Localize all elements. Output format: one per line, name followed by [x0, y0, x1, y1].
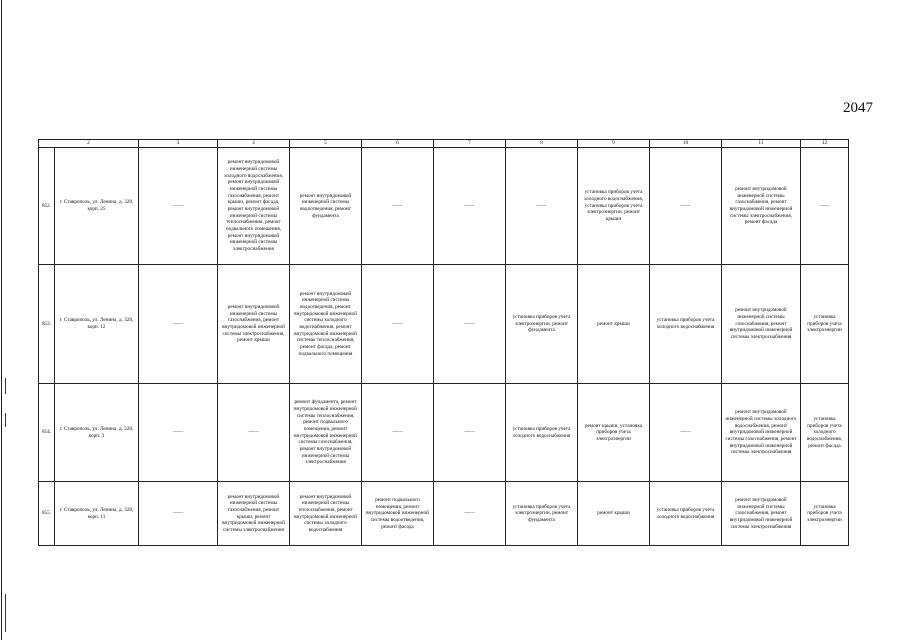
table-cell: ремонт внутридомовой инженерной системы газоснабжения, ремонт внутридомовой инженерной системы электроснабжения	[722, 265, 801, 384]
table-cell: установка приборов учета холодного водоснабжения, ремонт фасада	[801, 384, 849, 482]
table-cell: ——	[506, 148, 578, 265]
column-header: 9	[578, 140, 650, 148]
table-cell: установка приборов учета холодного водоснабжения, установка приборов учета электроэнергии, ремонт крыши	[578, 148, 650, 265]
table-cell: установка приборов учета электроэнергии	[801, 265, 849, 384]
table-cell: ——	[362, 148, 434, 265]
address-cell: г. Ставрополь, ул. Ленина, д. 328, корп. 11	[55, 482, 139, 546]
table-cell: установка приборов учета электроэнергии, ремонт фундамента	[506, 265, 578, 384]
table-cell: ремонт внутридомовой инженерной системы газоснабжения, ремонт внутридомовой инженерной системы электроснабжения, ремонт крыши	[218, 265, 290, 384]
column-header: 2	[39, 140, 139, 148]
table-cell: ——	[362, 384, 434, 482]
table-cell: ——	[139, 384, 218, 482]
column-header: 7	[434, 140, 506, 148]
column-number-row	[39, 140, 849, 148]
table-cell: установка приборов учета электроэнергии, ремонт фундамента	[506, 482, 578, 546]
table-cell: ремонт внутридомовой инженерной системы холодного водоснабжения, ремонт внутридомовой инженерной системы газоснабжения, ремонт крыши, ремонт фасада, ремонт внутридомовой инженерной системы теплоснабжения, ремонт подвального помещения, ремонт внутридомовой инженерной системы электроснабжения	[218, 148, 290, 265]
table-cell: ремонт внутридомовой инженерной системы газоснабжения, ремонт внутридомовой инженерной системы электроснабжения, ремонт фасада	[722, 148, 801, 265]
column-header: 11	[722, 140, 801, 148]
table-cell: ——	[650, 148, 722, 265]
table-cell: ремонт крыши, установка приборов учета электроэнергии	[578, 384, 650, 482]
table-cell: ремонт внутридомовой инженерной системы газоснабжения, ремонт крыши, ремонт внутридомовой инженерной системы электроснабжения	[218, 482, 290, 546]
table-cell: ——	[650, 384, 722, 482]
table-cell: ——	[218, 384, 290, 482]
column-header: 12	[801, 140, 849, 148]
page-number: 2047	[843, 100, 873, 116]
address-cell: г. Ставрополь, ул. Ленина, д. 328, корп. 3	[55, 384, 139, 482]
table-cell: ремонт фундамента, ремонт внутридомовой инженерной системы теплоснабжения, ремонт подвального помещения, ремонт внутридомовой инженерной системы газоснабжения, ремонт внутридомовой инженерной системы электроснабжения	[290, 384, 362, 482]
column-header: 10	[650, 140, 722, 148]
table-row	[39, 482, 849, 546]
column-header: 5	[290, 140, 362, 148]
table-cell: ремонт внутридомовой инженерной системы теплоснабжения, ремонт внутридомовой инженерной системы холодного водоснабжения	[290, 482, 362, 546]
table-cell: ——	[139, 148, 218, 265]
table-cell: установка приборов учета холодного водоснабжения	[506, 384, 578, 482]
table-cell: ——	[434, 148, 506, 265]
table-cell: установка приборов учета холодного водоснабжения	[650, 265, 722, 384]
row-number: 852.	[39, 148, 55, 265]
table-row	[39, 148, 849, 265]
column-header: 4	[218, 140, 290, 148]
table-cell: ремонт внутридомовой инженерной системы холодного водоснабжения, ремонт внутридомовой инженерной системы газоснабжения, ремонт внутридомовой инженерной системы электроснабжения	[722, 384, 801, 482]
table-cell: ремонт крыши	[578, 482, 650, 546]
column-header: 8	[506, 140, 578, 148]
binding-mark	[5, 378, 6, 394]
row-number: 854.	[39, 384, 55, 482]
table-cell: ——	[139, 482, 218, 546]
table-cell: ——	[434, 482, 506, 546]
row-number: 853.	[39, 265, 55, 384]
table-cell: ремонт подвального помещения, ремонт внутридомовой инженерной системы водоотведения, ремонт фасада	[362, 482, 434, 546]
table-cell: ремонт крыши	[578, 265, 650, 384]
address-cell: г. Ставрополь, ул. Ленина, д. 328, корп. 12	[55, 265, 139, 384]
table-cell: установка приборов учета холодного водоснабжения	[650, 482, 722, 546]
table-cell: установка приборов учета электроэнергии	[801, 482, 849, 546]
address-cell: г. Ставрополь, ул. Ленина, д. 328, корп. 25	[55, 148, 139, 265]
table-cell: ——	[139, 265, 218, 384]
table-row	[39, 384, 849, 482]
page-edge-line	[1, 0, 2, 640]
table-row	[39, 265, 849, 384]
table-cell: ——	[362, 265, 434, 384]
binding-mark	[5, 413, 6, 427]
table-cell: ——	[434, 384, 506, 482]
binding-mark	[5, 594, 6, 632]
table-cell: ремонт внутридомовой инженерной системы газоснабжения, ремонт внутридомовой инженерной системы электроснабжения	[722, 482, 801, 546]
table-cell: ремонт внутридомовой инженерной системы водоотведения, ремонт фундамента	[290, 148, 362, 265]
table-cell: ремонт внутридомовой инженерной системы водоотведения, ремонт внутридомовой инженерной системы холодного водоснабжения, ремонт внутридомовой инженерной системы теплоснабжения, ремонт фасада, ремонт подвального помещения	[290, 265, 362, 384]
column-header: 6	[362, 140, 434, 148]
row-number: 855.	[39, 482, 55, 546]
table-cell: ——	[434, 265, 506, 384]
table-cell: ——	[801, 148, 849, 265]
repair-schedule-table	[38, 139, 849, 546]
column-header: 3	[139, 140, 218, 148]
